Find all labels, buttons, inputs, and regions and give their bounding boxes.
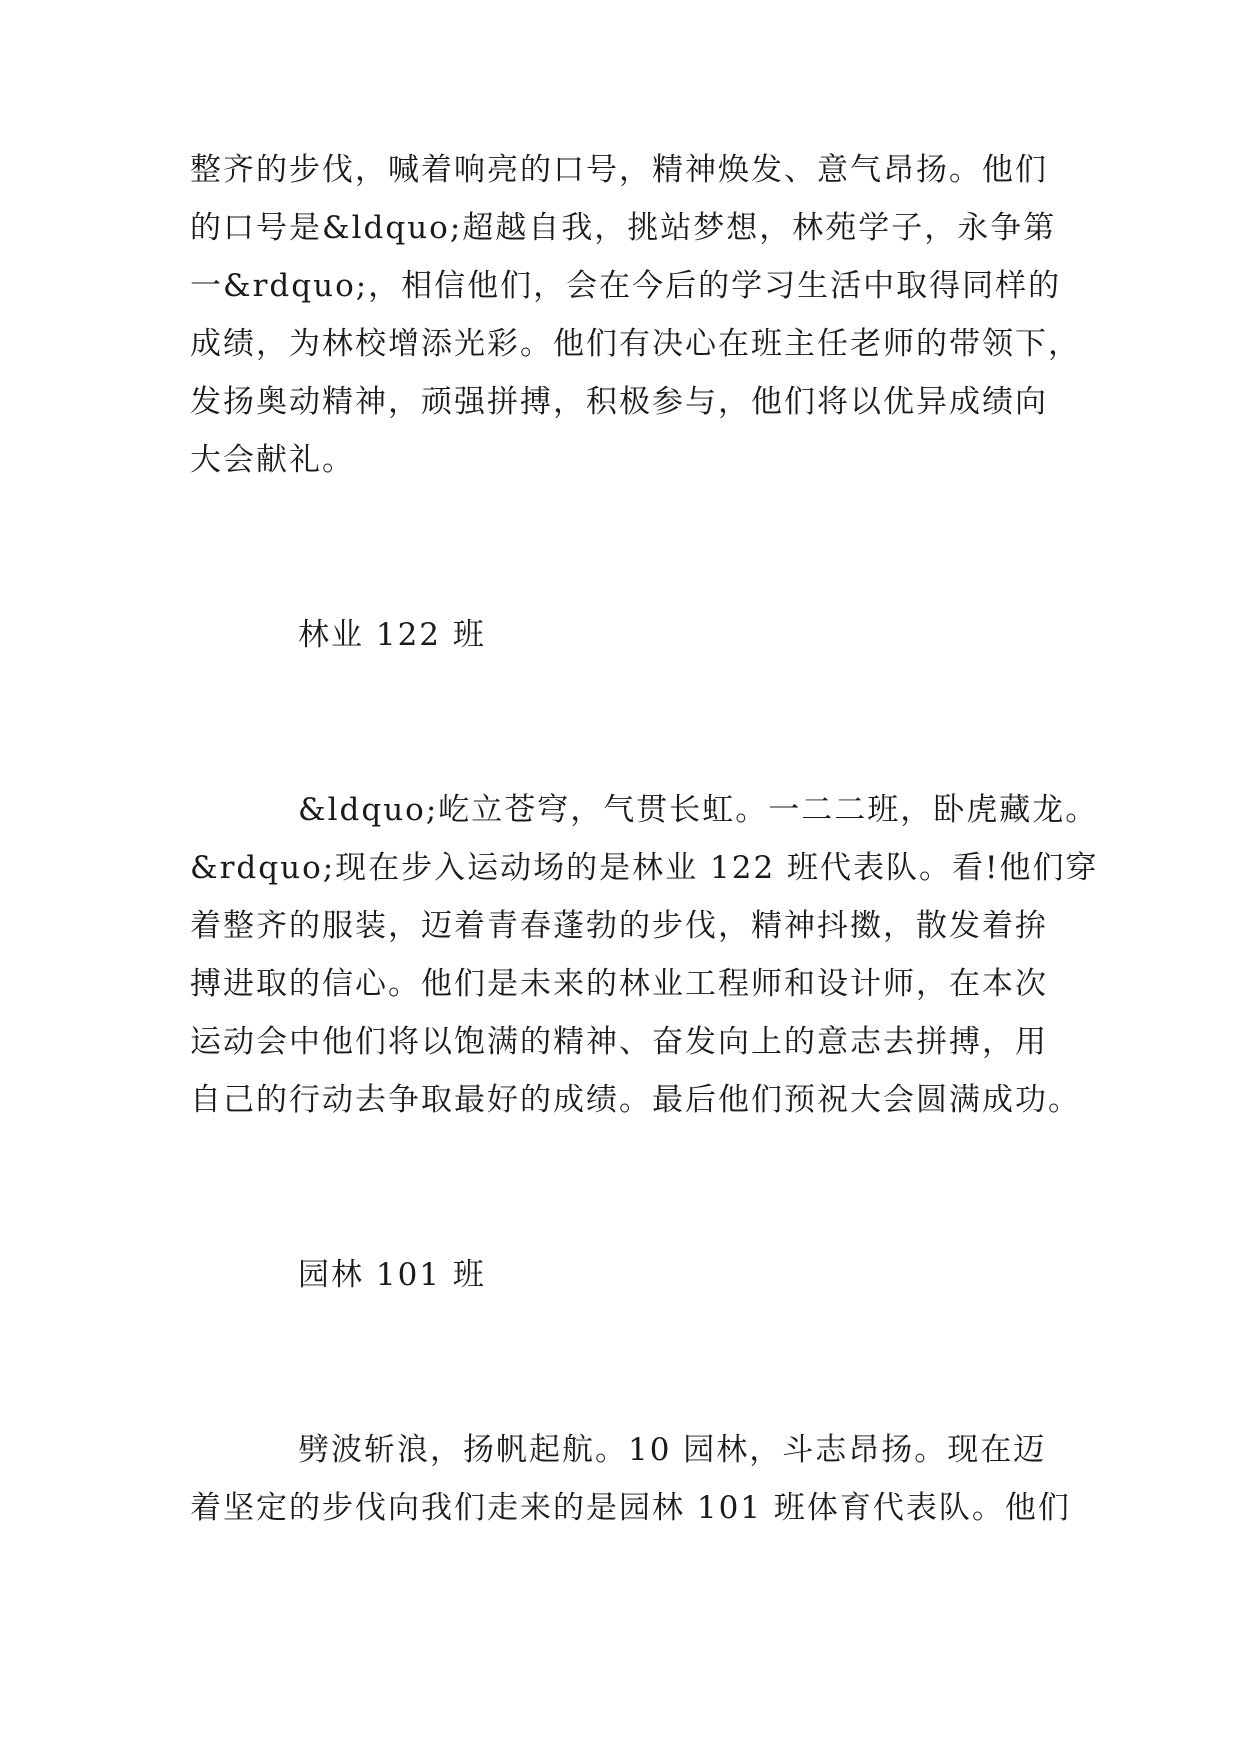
paragraph-line: 搏进取的信心。他们是未来的林业工程师和设计师，在本次 [190, 966, 1048, 1002]
paragraph-line: &ldquo;屹立苍穹，气贯长虹。一二二班，卧虎藏龙。 [298, 792, 1099, 828]
paragraph-line: 的口号是&ldquo;超越自我，挑站梦想，林苑学子，永争第 [190, 210, 1057, 246]
paragraph-line: 着整齐的服装，迈着青春蓬勃的步伐，精神抖擞，散发着拚 [190, 908, 1048, 944]
paragraph-line: 劈波斩浪，扬帆起航。10 园林，斗志昂扬。现在迈 [298, 1432, 1047, 1468]
paragraph-line: &rdquo;现在步入运动场的是林业 122 班代表队。看!他们穿 [190, 850, 1099, 886]
paragraph-line: 成绩，为林校增添光彩。他们有决心在班主任老师的带领下， [190, 326, 1081, 362]
section-heading-landscape-101: 园林 101 班 [298, 1257, 486, 1293]
paragraph-line: 整齐的步伐，喊着响亮的口号，精神焕发、意气昂扬。他们 [190, 152, 1048, 188]
paragraph-line: 着坚定的步伐向我们走来的是园林 101 班体育代表队。他们 [190, 1490, 1071, 1526]
paragraph-line: 大会献礼。 [190, 442, 355, 478]
paragraph-line: 一&rdquo;，相信他们，会在今后的学习生活中取得同样的 [190, 268, 1062, 304]
paragraph-line: 自己的行动去争取最好的成绩。最后他们预祝大会圆满成功。 [190, 1082, 1081, 1118]
paragraph-line: 运动会中他们将以饱满的精神、奋发向上的意志去拼搏，用 [190, 1024, 1048, 1060]
paragraph-line: 发扬奥动精神，顽强拼搏，积极参与，他们将以优异成绩向 [190, 384, 1048, 420]
section-heading-forestry-122: 林业 122 班 [298, 617, 486, 653]
